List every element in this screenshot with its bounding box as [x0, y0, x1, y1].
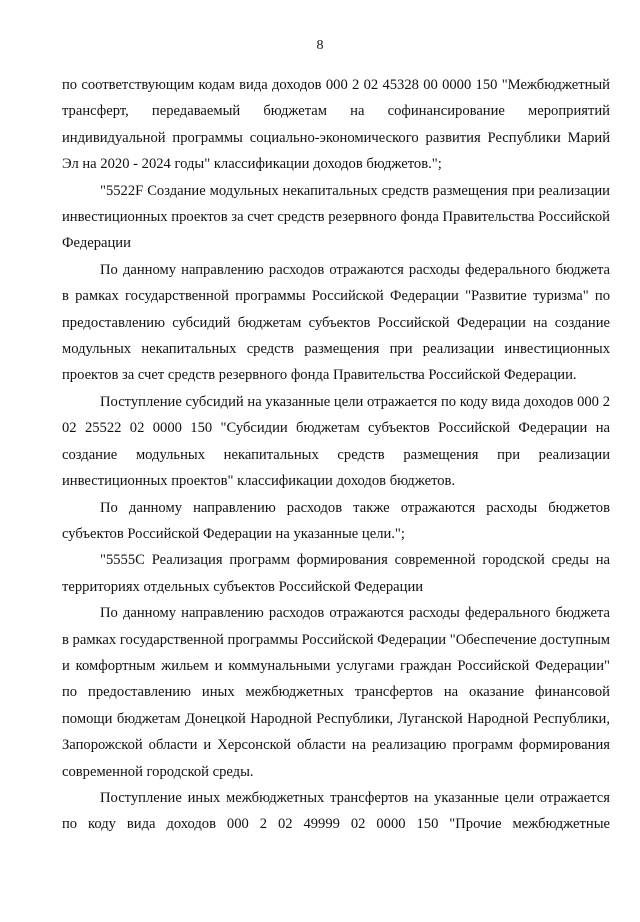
paragraph-6: "5555C Реализация программ формирования современной городской среды на территориях отдельных субъектов Российской Федерации	[62, 552, 610, 595]
document-body	[62, 72, 610, 838]
paragraph-5: По данному направлению расходов также отражаются расходы бюджетов субъектов Российской Федерации на указанные цели.";	[62, 499, 610, 542]
page-number: 8	[316, 38, 324, 53]
paragraph-4: Поступление субсидий на указанные цели отражается по коду вида доходов 000 2 02 25522 02 0000 150 "Субсидии бюджетам субъектов Российской Федерации на создание модульных некапитальных средств размещения при реализации инвестиционных проектов" классификации доходов бюджетов.	[62, 393, 610, 490]
paragraph-3: По данному направлению расходов отражаются расходы федерального бюджета в рамках государственной программы Российской Федерации "Развитие туризма" по предоставлению субсидий бюджетам субъектов Российской Федерации на создание модульных некапитальных средств размещения при реализации инвестиционных проектов за счет средств резервного фонда Правительства Российской Федерации.	[62, 261, 610, 384]
paragraph-1: по соответствующим кодам вида доходов 000 2 02 45328 00 0000 150 "Межбюджетный трансферт, передаваемый бюджетам на софинансирование мероприятий индивидуальной программы социально-экономического развития Республики Марий Эл на 2020 - 2024 годы" классификации доходов бюджетов.";	[62, 77, 610, 173]
paragraph-2: "5522F Создание модульных некапитальных средств размещения при реализации инвестиционных проектов за счет средств резервного фонда Правительства Российской Федерации	[62, 182, 610, 252]
paragraph-8: Поступление иных межбюджетных трансфертов на указанные цели отражается по коду вида доходов 000 2 02 49999 02 0000 150 "Прочие межбюджетные	[62, 789, 610, 833]
paragraph-7: По данному направлению расходов отражаются расходы федерального бюджета в рамках государственной программы Российской Федерации "Обеспечение доступным и комфортным жильем и коммунальными услугами граждан Российской Федерации" по предоставлению иных межбюджетных трансфертов на оказание финансовой помощи бюджетам Донецкой Народной Республики, Луганской Народной Республики, Запорожской области и Херсонской области на реализацию программ формирования современной городской среды.	[62, 605, 610, 780]
